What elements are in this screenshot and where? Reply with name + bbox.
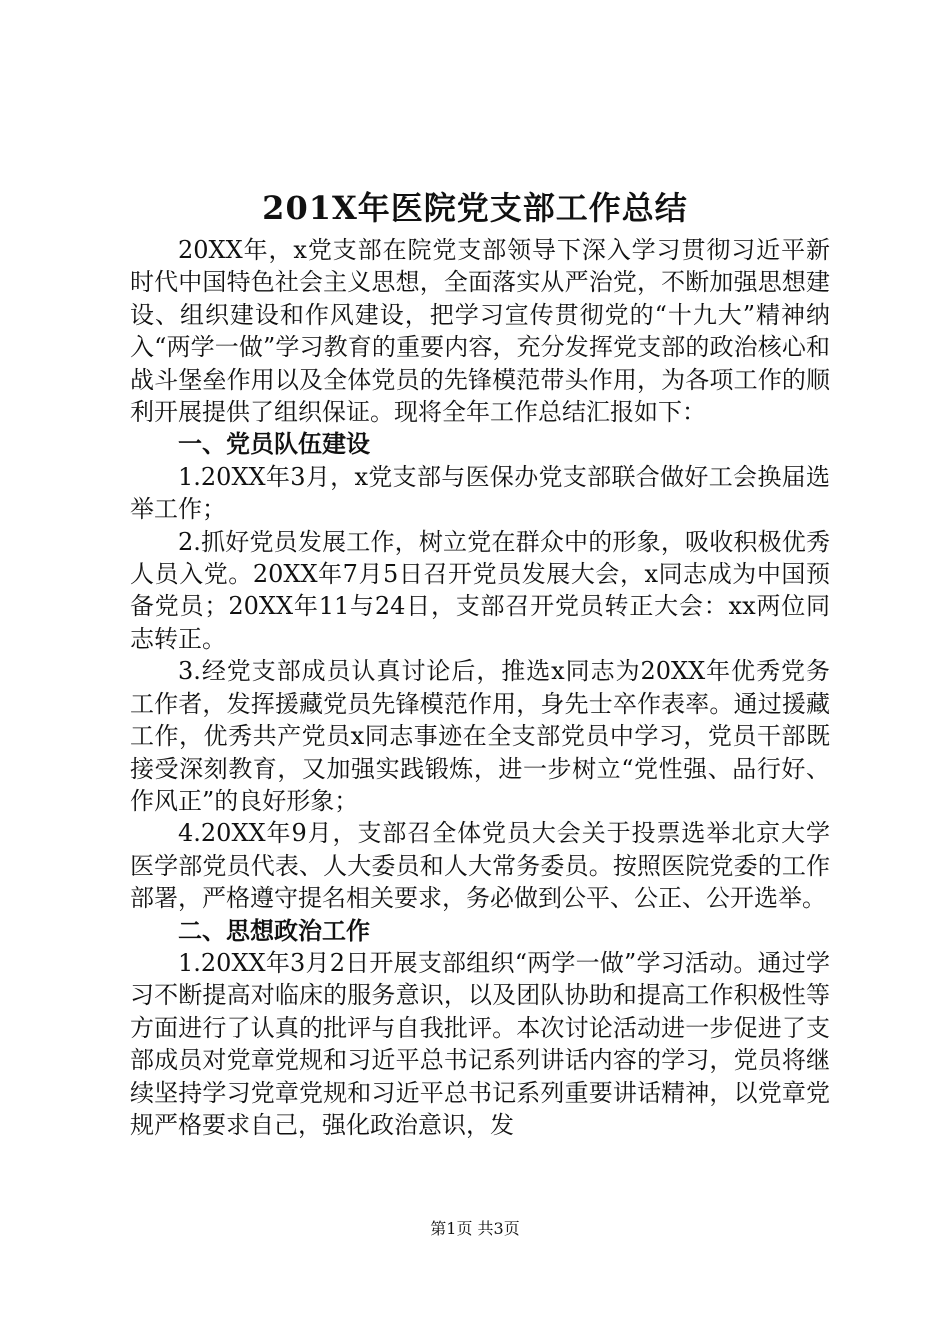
list-item-4: 4.20XX年9月，支部召全体党员大会关于投票选举北京大学医学部党员代表、人大委员和人大常务委员。按照医院党委的工作部署，严格遵守提名相关要求，务必做到公平、公正、公开选举。 [130, 819, 830, 913]
page-number-footer: 第1页 共3页 [430, 1219, 520, 1238]
section-heading-party-members: 一、党员队伍建设 [178, 429, 370, 459]
list-item-1: 1.20XX年3月，x党支部与医保办党支部联合做好工会换届选举工作； [130, 462, 830, 524]
intro-paragraph: 20XX年，x党支部在院党支部领导下深入学习贯彻习近平新时代中国特色社会主义思想，全面落实从严治党，不断加强思想建设、组织建设和作风建设，把学习宣传贯彻党的“十九大”精神纳入“两学一做”学习教育的重要内容，充分发挥党支部的政治核心和战斗堡垒作用以及全体党员的先锋模范带头作用，为各项工作的顺利开展提供了组织保证。现将全年工作总结汇报如下： [130, 236, 830, 427]
list-item-3: 3.经党支部成员认真讨论后，推选x同志为20XX年优秀党务工作者，发挥援藏党员先锋模范作用，身先士卒作表率。通过援藏工作，优秀共产党员x同志事迹在全支部党员中学习，党员干部既接受深刻教育，又加强实践锻炼，进一步树立“党性强、品行好、作风正”的良好形象； [130, 657, 830, 815]
list-item-2: 2.抓好党员发展工作，树立党在群众中的形象，吸收积极优秀人员入党。20XX年7月5日召开党员发展大会，x同志成为中国预备党员；20XX年11与24日，支部召开党员转正大会：xx两位同志转正。 [130, 527, 830, 653]
list-item-5: 1.20XX年3月2日开展支部组织“两学一做”学习活动。通过学习不断提高对临床的服务意识，以及团队协助和提高工作积极性等方面进行了认真的批评与自我批评。本次讨论活动进一步促进了支部成员对党章党规和习近平总书记系列讲话内容的学习，党员将继续坚持学习党章党规和习近平总书记系列重要讲话精神，以党章党规严格要求自己，强化政治意识，发 [130, 948, 830, 1139]
document-body [130, 234, 830, 1141]
section-heading-ideology: 二、思想政治工作 [178, 915, 370, 945]
page-title: 201X年医院党支部工作总结 [262, 189, 688, 227]
